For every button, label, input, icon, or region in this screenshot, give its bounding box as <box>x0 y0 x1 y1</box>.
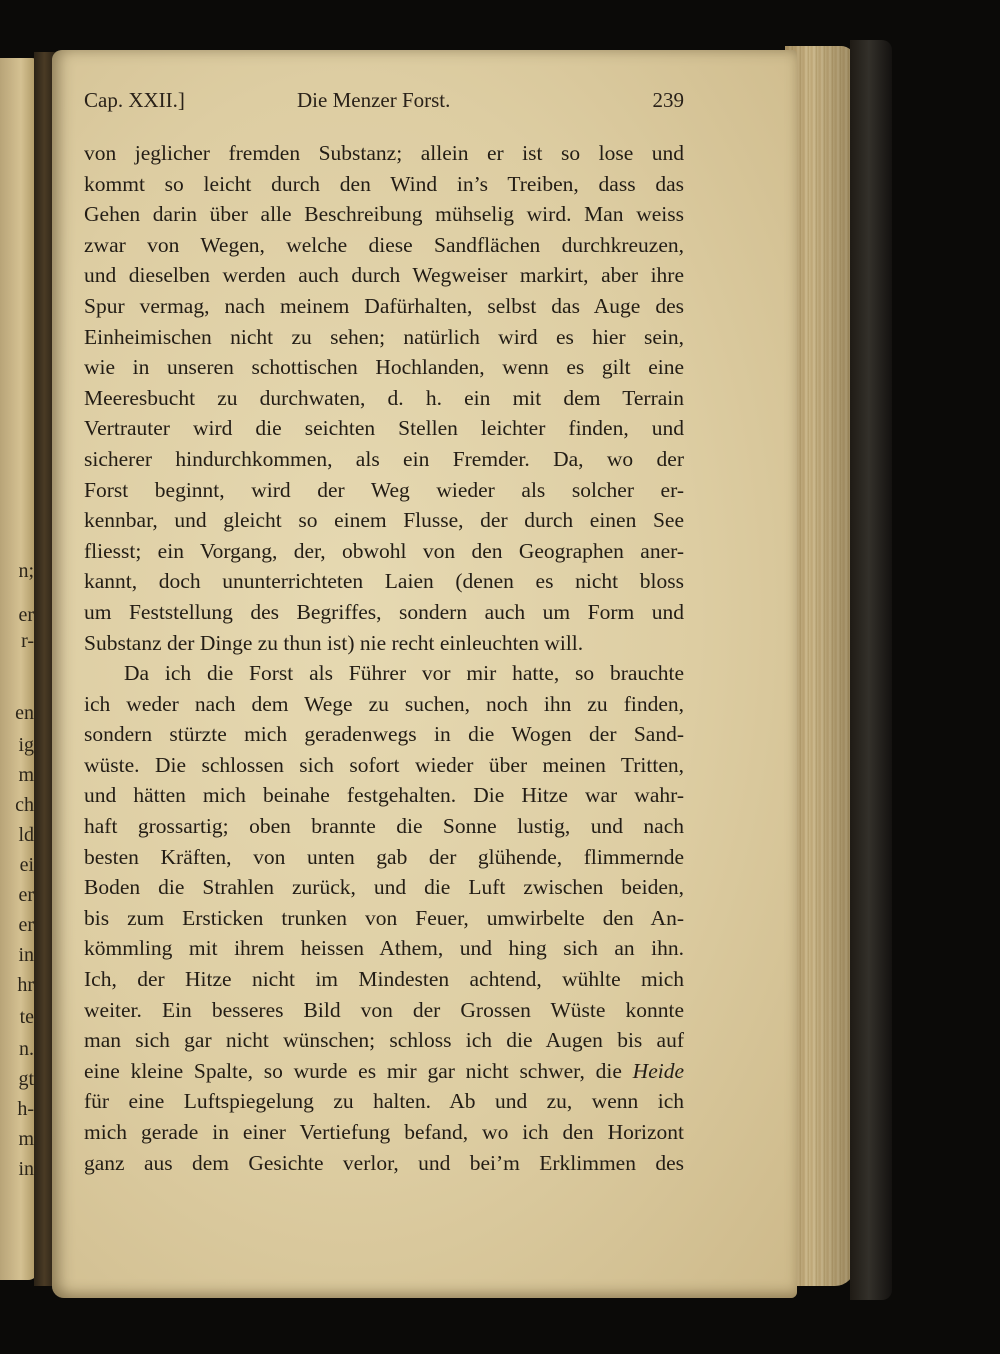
left-page-fragment: ei <box>19 854 34 876</box>
left-page-fragment: in <box>18 1158 34 1180</box>
text-line: ganz aus dem Gesichte verlor, und bei’m Erklimmen des <box>84 1150 684 1175</box>
text-line: man sich gar nicht wünschen; schloss ich die Augen bis auf <box>84 1028 684 1053</box>
body-text <box>84 138 684 1178</box>
text-line: und hätten mich beinahe festgehalten. Die Hitze war wahr- <box>84 783 684 808</box>
text-line: Vertrauter wird die seichten Stellen leichter finden, und <box>84 416 684 441</box>
left-page-fragment: er <box>18 884 34 906</box>
left-page-fragment: er <box>18 604 34 626</box>
left-page-fragment: hr <box>17 974 34 996</box>
text-line: sondern stürzte mich geradenwegs in die Wogen der Sand- <box>84 722 684 747</box>
left-page-fragment: ig <box>18 734 34 756</box>
left-page-fragment: r- <box>21 630 34 652</box>
text-line: Forst beginnt, wird der Weg wieder als solcher er- <box>84 477 684 502</box>
left-page-fragment: m <box>18 764 34 786</box>
text-line: kannt, doch ununterrichteten Laien (denen es nicht bloss <box>84 569 684 594</box>
text-line: ich weder nach dem Wege zu suchen, noch ihn zu finden, <box>84 691 684 716</box>
left-page-fragment: m <box>18 1128 34 1150</box>
text-line: Substanz der Dinge zu thun ist) nie recht einleuchten will. <box>84 630 584 655</box>
text-line: fliesst; ein Vorgang, der, obwohl von den Geographen aner- <box>84 538 684 563</box>
text-line: Gehen darin über alle Beschreibung mühselig wird. Man weiss <box>84 202 684 227</box>
italic-word: Heide <box>632 1058 684 1083</box>
text-line: wüste. Die schlossen sich sofort wieder über meinen Tritten, <box>84 752 684 777</box>
left-page-fragment: gt <box>18 1068 34 1090</box>
left-page-fragment: ld <box>18 824 34 846</box>
text-line: mich gerade in einer Vertiefung befand, wo ich den Horizont <box>84 1120 684 1144</box>
left-page-edge <box>0 58 38 1280</box>
text-line: haft grossartig; oben brannte die Sonne lustig, und nach <box>84 814 684 839</box>
left-page-fragment: n. <box>19 1038 34 1060</box>
text-line: kömmling mit ihrem heissen Athem, und hing sich an ihn. <box>84 936 684 961</box>
text-line: von jeglicher fremden Substanz; allein er ist so lose und <box>84 141 684 165</box>
text-line: Meeresbucht zu durchwaten, d. h. ein mit dem Terrain <box>84 385 684 410</box>
left-page-fragment: er <box>18 914 34 936</box>
book-cover-edge <box>850 40 892 1300</box>
page-heading: Die Menzer Forst. <box>297 88 451 112</box>
text-line: bis zum Ersticken trunken von Feuer, umwirbelte den An- <box>84 905 684 930</box>
text-line: Spur vermag, nach meinem Dafürhalten, selbst das Auge des <box>84 293 684 318</box>
text-line: weiter. Ein besseres Bild von der Grossen Wüste konnte <box>84 997 684 1022</box>
text-line: Ich, der Hitze nicht im Mindesten achtend, wühlte mich <box>84 967 684 992</box>
text-line: wie in unseren schottischen Hochlanden, wenn es gilt eine <box>84 355 684 380</box>
text-line: Da ich die Forst als Führer vor mir hatte, so brauchte <box>124 661 684 686</box>
text-line: für eine Luftspiegelung zu halten. Ab und zu, wenn ich <box>84 1089 684 1114</box>
text-line: und dieselben werden auch durch Wegweiser markirt, aber ihre <box>84 263 684 288</box>
text-line: besten Kräften, von unten gab der glühende, flimmernde <box>84 844 684 869</box>
left-page-fragment: h- <box>17 1098 34 1120</box>
left-page-fragment: te <box>19 1006 34 1028</box>
text-line: kommt so leicht durch den Wind in’s Treiben, dass das <box>84 171 684 196</box>
left-page-fragment: in <box>18 944 34 966</box>
running-head <box>84 88 684 118</box>
text-line: sicherer hindurchkommen, als ein Fremder. Da, wo der <box>84 446 684 471</box>
text-line-with-italic <box>84 1056 684 1087</box>
text-line: kennbar, und gleicht so einem Flusse, der durch einen See <box>84 508 684 533</box>
left-page-fragment: n; <box>18 560 34 582</box>
text-line: Boden die Strahlen zurück, und die Luft zwischen beiden, <box>84 875 684 900</box>
left-page-fragment: ch <box>15 794 34 816</box>
text-line: zwar von Wegen, welche diese Sandflächen durchkreuzen, <box>84 232 684 257</box>
text-line: um Feststellung des Begriffes, sondern auch um Form und <box>84 599 684 624</box>
page-number: 239 <box>652 88 684 112</box>
text-line: Einheimischen nicht zu sehen; natürlich wird es hier sein, <box>84 324 684 349</box>
chapter-label: Cap. XXII.] <box>84 88 185 112</box>
text-segment: eine kleine Spalte, so wurde es mir gar nicht schwer, die <box>84 1058 622 1083</box>
left-page-fragment: en <box>15 702 34 724</box>
